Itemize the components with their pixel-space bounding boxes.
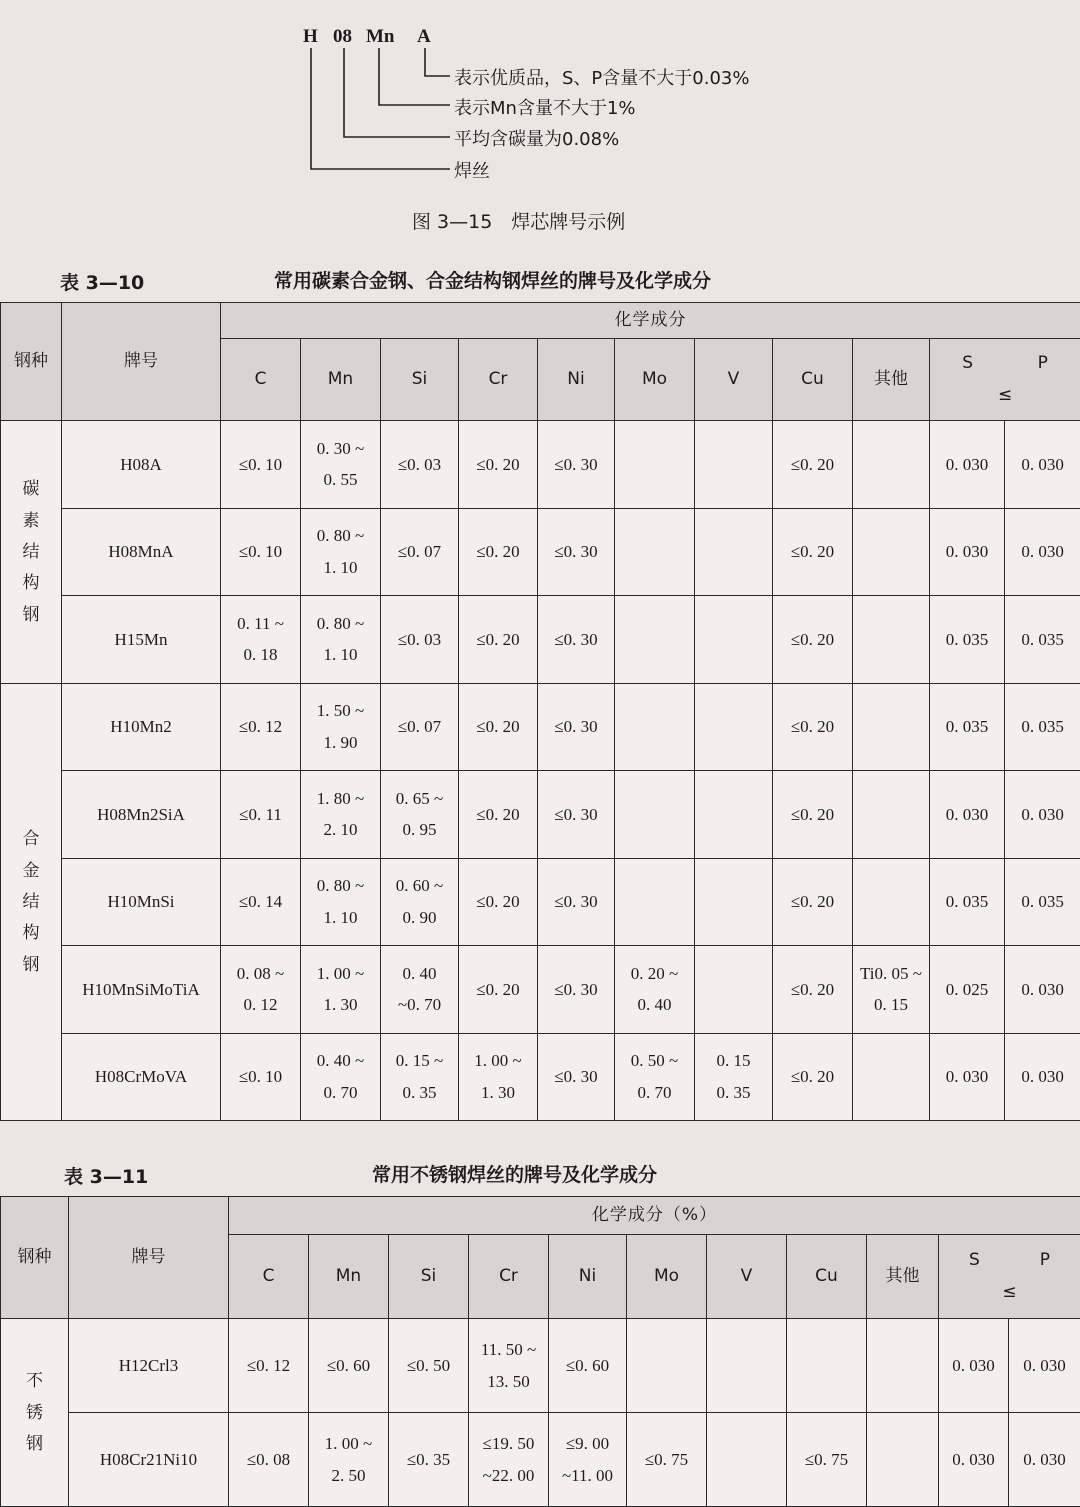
value-cell-cr: ≤0. 20 — [459, 858, 538, 946]
value-cell-mo — [627, 1319, 707, 1413]
value-cell-si: ≤0. 07 — [381, 683, 459, 771]
value-cell-p: 0. 030 — [1005, 771, 1080, 859]
value-cell-v — [695, 683, 773, 771]
value-cell-p: 0. 030 — [1009, 1319, 1080, 1413]
figure-3-15 — [0, 0, 1080, 240]
value-cell-si: 0. 65 ~ 0. 95 — [381, 771, 459, 859]
header-sp — [939, 1235, 1080, 1319]
value-cell-si: ≤0. 03 — [381, 421, 459, 509]
value-cell-si: ≤0. 07 — [381, 508, 459, 596]
value-cell-mn: 0. 80 ~ 1. 10 — [301, 596, 381, 684]
grade-cell: H08MnA — [62, 508, 221, 596]
value-cell-v — [695, 858, 773, 946]
value-cell-v — [707, 1319, 787, 1413]
value-cell-cu: ≤0. 20 — [773, 858, 853, 946]
value-cell-v — [695, 421, 773, 509]
header-si: Si — [389, 1235, 469, 1319]
steel-type-cell — [1, 1319, 69, 1507]
desc-carbon: 平均含碳量为0.08% — [454, 125, 619, 151]
value-cell-p: 0. 030 — [1005, 1033, 1080, 1121]
grade-cell: H10Mn2 — [62, 683, 221, 771]
header-p: P — [1040, 1245, 1050, 1276]
value-cell-p: 0. 030 — [1005, 946, 1080, 1034]
table1-label: 表 3—10 — [60, 268, 144, 295]
value-cell-mn: 1. 80 ~ 2. 10 — [301, 771, 381, 859]
value-cell-si: ≤0. 50 — [389, 1319, 469, 1413]
value-cell-other — [853, 858, 930, 946]
table1-body — [1, 421, 1080, 1121]
value-cell-other — [867, 1413, 939, 1507]
value-cell-c: ≤0. 10 — [221, 421, 301, 509]
value-cell-si: ≤0. 03 — [381, 596, 459, 684]
value-cell-other — [853, 771, 930, 859]
header-grade: 牌号 — [69, 1197, 229, 1319]
table-row — [1, 771, 1080, 859]
value-cell-v — [695, 771, 773, 859]
value-cell-mo — [615, 683, 695, 771]
value-cell-s: 0. 035 — [930, 596, 1005, 684]
code-part-a: A — [417, 26, 431, 48]
value-cell-p: 0. 035 — [1005, 858, 1080, 946]
table2-title: 常用不锈钢焊丝的牌号及化学成分 — [372, 1160, 657, 1187]
header-sp — [930, 339, 1080, 421]
header-grade: 牌号 — [62, 303, 221, 421]
value-cell-mn: 0. 30 ~ 0. 55 — [301, 421, 381, 509]
grade-cell: H08CrMoVA — [62, 1033, 221, 1121]
header-cr: Cr — [469, 1235, 549, 1319]
table-row — [1, 596, 1080, 684]
value-cell-ni: ≤9. 00 ~11. 00 — [549, 1413, 627, 1507]
value-cell-s: 0. 030 — [939, 1413, 1009, 1507]
value-cell-cr: ≤19. 50 ~22. 00 — [469, 1413, 549, 1507]
value-cell-c: ≤0. 12 — [221, 683, 301, 771]
header-c: C — [221, 339, 301, 421]
value-cell-s: 0. 035 — [930, 683, 1005, 771]
header-v: V — [707, 1235, 787, 1319]
grade-cell: H08A — [62, 421, 221, 509]
value-cell-cr: ≤0. 20 — [459, 596, 538, 684]
header-s: S — [969, 1245, 980, 1276]
value-cell-s: 0. 025 — [930, 946, 1005, 1034]
value-cell-ni: ≤0. 30 — [538, 771, 615, 859]
table-row — [1, 1413, 1080, 1507]
figure-caption: 图 3—15 焊芯牌号示例 — [412, 207, 625, 234]
value-cell-ni: ≤0. 30 — [538, 1033, 615, 1121]
value-cell-s: 0. 030 — [939, 1319, 1009, 1413]
value-cell-ni: ≤0. 30 — [538, 683, 615, 771]
header-chem-group: 化学成分（%） — [229, 1197, 1080, 1235]
header-cu: Cu — [773, 339, 853, 421]
value-cell-other: Ti0. 05 ~ 0. 15 — [853, 946, 930, 1034]
header-sp-le: ≤ — [939, 1277, 1080, 1308]
table-row — [1, 858, 1080, 946]
steel-type-cell — [1, 683, 62, 1121]
value-cell-s: 0. 030 — [930, 771, 1005, 859]
header-sp-le: ≤ — [930, 380, 1080, 411]
value-cell-ni: ≤0. 30 — [538, 858, 615, 946]
value-cell-p: 0. 035 — [1005, 596, 1080, 684]
header-cr: Cr — [459, 339, 538, 421]
table-row — [1, 683, 1080, 771]
value-cell-other — [853, 1033, 930, 1121]
value-cell-p: 0. 035 — [1005, 683, 1080, 771]
value-cell-v — [707, 1413, 787, 1507]
value-cell-s: 0. 030 — [930, 508, 1005, 596]
steel-type-label: 碳素结构钢 — [22, 473, 41, 630]
steel-type-label: 合金结构钢 — [22, 823, 41, 980]
value-cell-cr: ≤0. 20 — [459, 683, 538, 771]
value-cell-p: 0. 030 — [1005, 508, 1080, 596]
table2-body — [1, 1319, 1080, 1507]
value-cell-c: ≤0. 10 — [221, 508, 301, 596]
value-cell-ni: ≤0. 30 — [538, 508, 615, 596]
value-cell-cu: ≤0. 20 — [773, 946, 853, 1034]
value-cell-v — [695, 508, 773, 596]
value-cell-c: ≤0. 11 — [221, 771, 301, 859]
table-row — [1, 1319, 1080, 1413]
grade-cell: H08Mn2SiA — [62, 771, 221, 859]
value-cell-si: 0. 60 ~ 0. 90 — [381, 858, 459, 946]
table2 — [0, 1196, 1080, 1507]
header-chem-group: 化学成分 — [221, 303, 1080, 339]
header-ni: Ni — [549, 1235, 627, 1319]
table-row — [1, 1033, 1080, 1121]
value-cell-ni: ≤0. 30 — [538, 421, 615, 509]
value-cell-mn: 0. 80 ~ 1. 10 — [301, 508, 381, 596]
header-v: V — [695, 339, 773, 421]
value-cell-p: 0. 030 — [1009, 1413, 1080, 1507]
header-p: P — [1038, 348, 1048, 379]
code-part-h: H — [303, 26, 318, 48]
value-cell-c: 0. 11 ~ 0. 18 — [221, 596, 301, 684]
value-cell-p: 0. 030 — [1005, 421, 1080, 509]
value-cell-cu: ≤0. 20 — [773, 1033, 853, 1121]
table2-label: 表 3—11 — [64, 1162, 148, 1189]
value-cell-v — [695, 596, 773, 684]
code-part-mn: Mn — [366, 26, 395, 48]
steel-type-label: 不锈钢 — [25, 1365, 44, 1459]
grade-cell: H08Cr21Ni10 — [69, 1413, 229, 1507]
value-cell-mo — [615, 771, 695, 859]
value-cell-mo: 0. 50 ~ 0. 70 — [615, 1033, 695, 1121]
value-cell-mo — [615, 421, 695, 509]
code-part-08: 08 — [333, 26, 352, 48]
steel-type-cell — [1, 421, 62, 684]
header-mn: Mn — [301, 339, 381, 421]
value-cell-cu: ≤0. 20 — [773, 771, 853, 859]
header-cu: Cu — [787, 1235, 867, 1319]
header-other: 其他 — [867, 1235, 939, 1319]
value-cell-mn: 0. 80 ~ 1. 10 — [301, 858, 381, 946]
value-cell-c: ≤0. 08 — [229, 1413, 309, 1507]
value-cell-c: ≤0. 12 — [229, 1319, 309, 1413]
value-cell-other — [853, 421, 930, 509]
value-cell-mo — [615, 508, 695, 596]
header-steel-type: 钢种 — [1, 303, 62, 421]
grade-cell: H10MnSiMoTiA — [62, 946, 221, 1034]
grade-cell: H12Crl3 — [69, 1319, 229, 1413]
value-cell-cr: ≤0. 20 — [459, 421, 538, 509]
value-cell-other — [853, 508, 930, 596]
value-cell-mn: 1. 00 ~ 2. 50 — [309, 1413, 389, 1507]
value-cell-ni: ≤0. 60 — [549, 1319, 627, 1413]
value-cell-cr: ≤0. 20 — [459, 946, 538, 1034]
value-cell-cu — [787, 1319, 867, 1413]
header-si: Si — [381, 339, 459, 421]
table1-title: 常用碳素合金钢、合金结构钢焊丝的牌号及化学成分 — [274, 266, 711, 293]
header-ni: Ni — [538, 339, 615, 421]
value-cell-cu: ≤0. 20 — [773, 421, 853, 509]
value-cell-other — [853, 596, 930, 684]
grade-cell: H10MnSi — [62, 858, 221, 946]
value-cell-cr: 11. 50 ~ 13. 50 — [469, 1319, 549, 1413]
value-cell-mo: ≤0. 75 — [627, 1413, 707, 1507]
value-cell-si: 0. 40 ~0. 70 — [381, 946, 459, 1034]
value-cell-c: ≤0. 10 — [221, 1033, 301, 1121]
value-cell-other — [867, 1319, 939, 1413]
table-row — [1, 508, 1080, 596]
table-row — [1, 421, 1080, 509]
value-cell-mn: 1. 00 ~ 1. 30 — [301, 946, 381, 1034]
value-cell-s: 0. 030 — [930, 1033, 1005, 1121]
value-cell-cu: ≤0. 20 — [773, 508, 853, 596]
value-cell-c: 0. 08 ~ 0. 12 — [221, 946, 301, 1034]
value-cell-si: 0. 15 ~ 0. 35 — [381, 1033, 459, 1121]
desc-wire: 焊丝 — [454, 157, 490, 183]
value-cell-mo: 0. 20 ~ 0. 40 — [615, 946, 695, 1034]
value-cell-cu: ≤0. 20 — [773, 683, 853, 771]
header-s: S — [962, 348, 973, 379]
header-mn: Mn — [309, 1235, 389, 1319]
desc-quality: 表示优质品，S、P含量不大于0.03% — [454, 64, 749, 90]
figure-leader-lines — [0, 0, 1080, 240]
value-cell-mo — [615, 858, 695, 946]
value-cell-s: 0. 035 — [930, 858, 1005, 946]
value-cell-c: ≤0. 14 — [221, 858, 301, 946]
value-cell-v: 0. 15 0. 35 — [695, 1033, 773, 1121]
value-cell-cr: 1. 00 ~ 1. 30 — [459, 1033, 538, 1121]
header-other: 其他 — [853, 339, 930, 421]
value-cell-ni: ≤0. 30 — [538, 596, 615, 684]
header-c: C — [229, 1235, 309, 1319]
value-cell-v — [695, 946, 773, 1034]
value-cell-ni: ≤0. 30 — [538, 946, 615, 1034]
value-cell-mn: 1. 50 ~ 1. 90 — [301, 683, 381, 771]
value-cell-si: ≤0. 35 — [389, 1413, 469, 1507]
header-mo: Mo — [627, 1235, 707, 1319]
value-cell-cr: ≤0. 20 — [459, 508, 538, 596]
value-cell-mn: ≤0. 60 — [309, 1319, 389, 1413]
table1 — [0, 302, 1080, 1121]
grade-cell: H15Mn — [62, 596, 221, 684]
header-mo: Mo — [615, 339, 695, 421]
value-cell-s: 0. 030 — [930, 421, 1005, 509]
value-cell-mn: 0. 40 ~ 0. 70 — [301, 1033, 381, 1121]
header-steel-type: 钢种 — [1, 1197, 69, 1319]
value-cell-cu: ≤0. 20 — [773, 596, 853, 684]
table-row — [1, 946, 1080, 1034]
desc-mn: 表示Mn含量不大于1% — [454, 94, 636, 120]
value-cell-cu: ≤0. 75 — [787, 1413, 867, 1507]
value-cell-other — [853, 683, 930, 771]
value-cell-mo — [615, 596, 695, 684]
value-cell-cr: ≤0. 20 — [459, 771, 538, 859]
